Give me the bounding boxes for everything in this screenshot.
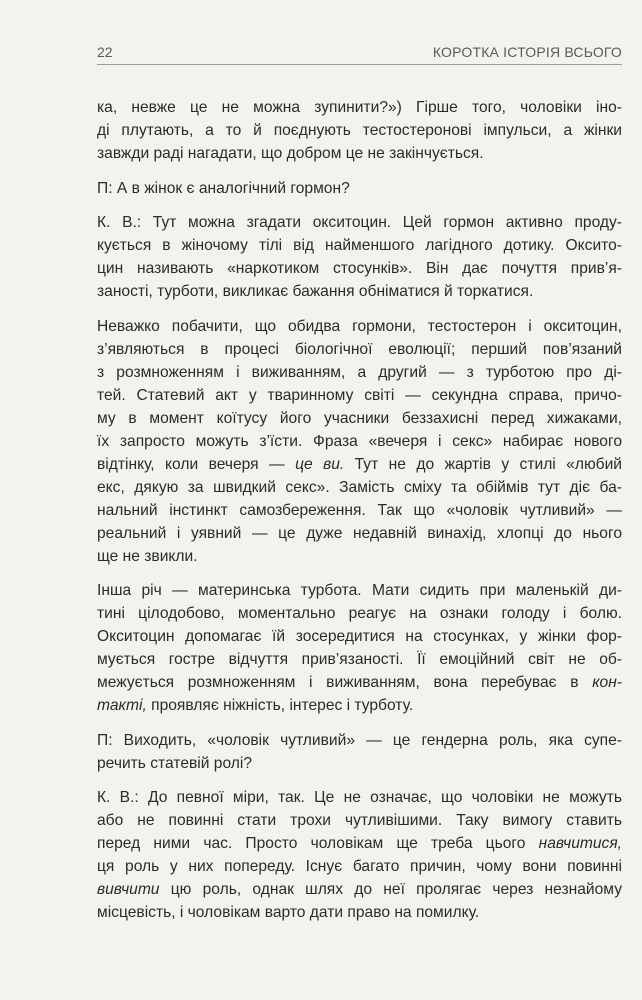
italic-text: це ви. (295, 455, 345, 473)
text-segment: відтінку, коли вечеря — (97, 455, 296, 473)
paragraph (97, 211, 622, 303)
text-line: завжди раді нагадати, що добром це не закінчується. (97, 145, 484, 162)
text-line: мується гостре відчуття прив’язаності. Її емоційний світ не об- (97, 651, 622, 668)
text-line (97, 832, 622, 855)
text-line: місцевість, і чоловікам варто дати право на помилку. (97, 904, 480, 921)
page-header (97, 44, 622, 65)
body-text (97, 96, 622, 936)
text-line: ка, невже це не можна зупинити?») Гірше того, чоловіки іно- (97, 99, 622, 116)
text-line (97, 671, 622, 694)
text-segment: перед ними час. Просто чоловікам ще треба цього (97, 835, 539, 852)
text-line: нальний інстинкт самозбереження. Так що «чоловік чутливий» — (97, 501, 622, 519)
text-line: з розмноженням і виживанням, а другий — з турботою про ді- (97, 363, 622, 381)
text-line: Інша річ — материнська турбота. Мати сидить при маленькій ди- (97, 582, 622, 599)
italic-text: вивчити (97, 881, 160, 898)
italic-text: такті, (97, 697, 147, 714)
text-line: кується в жіночому тілі від найменшого лагідного дотику. Оксито- (97, 237, 622, 254)
text-line: Окситоцин допомагає їй зосередитися на стосунках, у жінки фор- (97, 628, 622, 645)
text-line: заності, турботи, викликає бажання обніматися й торкатися. (97, 283, 534, 300)
text-line: їх запросто можуть з’їсти. Фраза «вечеря і секс» набирає нового (97, 432, 622, 450)
text-line: Неважко побачити, що обидва гормони, тестостерон і окситоцин, (97, 317, 622, 335)
text-line: або не повинні стати трохи чутливішими. Таку вимогу ставить (97, 812, 622, 829)
text-line: тині цілодобово, моментально реагує на ознаки голоду і болю. (97, 605, 622, 622)
text-line: му в момент коїтусу його учасники беззахисні перед хижаками, (97, 409, 622, 427)
text-segment: проявляє ніжність, інтерес і турботу. (146, 697, 414, 714)
running-title: КОРОТКА ІСТОРІЯ ВСЬОГО (432, 44, 622, 60)
text-line: ді плутають, а то й поєднують тестостеронові імпульси, а жінки (97, 122, 622, 139)
paragraph (97, 729, 622, 775)
page-number: 22 (97, 44, 113, 60)
text-line: тей. Статевий акт у тваринному світі — секундна справа, причо- (97, 386, 622, 404)
text-segment: межується розмноженням і виживанням, вона перебуває в (97, 674, 593, 691)
text-line (97, 453, 622, 476)
text-line: ця роль у них попереду. Існує багато причин, чому вони повинні (97, 858, 622, 875)
paragraph (97, 315, 622, 568)
paragraph (97, 96, 622, 165)
paragraph (97, 177, 622, 200)
text-line: П: Виходить, «чоловік чутливий» — це гендерна роль, яка супе- (97, 731, 622, 749)
text-line: з’являються в процесі біологічної еволюції; перший пов’язаний (97, 340, 622, 358)
text-line: К. В.: До певної міри, так. Це не означає, що чоловіки не можуть (97, 789, 622, 806)
paragraph (97, 786, 622, 924)
text-line: реальний і уявний — це дуже недавній винахід, хлопці до нього (97, 524, 622, 542)
text-line: речить статевій ролі? (97, 754, 253, 772)
text-line (97, 694, 622, 717)
italic-text: кон- (592, 674, 622, 691)
text-segment: Тут не до жартів у стилі «любий (344, 455, 622, 473)
text-segment: цю роль, однак шлях до неї пролягає через незнайому (159, 881, 622, 898)
text-line: цин називають «наркотиком стосунків». Він дає почуття прив’я- (97, 260, 622, 277)
text-line: екс, дякую за швидкий секс». Замість сміху та обіймів тут діє ба- (97, 478, 622, 496)
text-line: К. В.: Тут можна згадати окситоцин. Цей гормон активно проду- (97, 214, 622, 231)
text-line: ще не звикли. (97, 547, 198, 565)
italic-text: навчитися, (538, 835, 622, 852)
text-line (97, 878, 622, 901)
text-line: П: А в жінок є аналогічний гормон? (97, 179, 350, 197)
paragraph (97, 579, 622, 717)
